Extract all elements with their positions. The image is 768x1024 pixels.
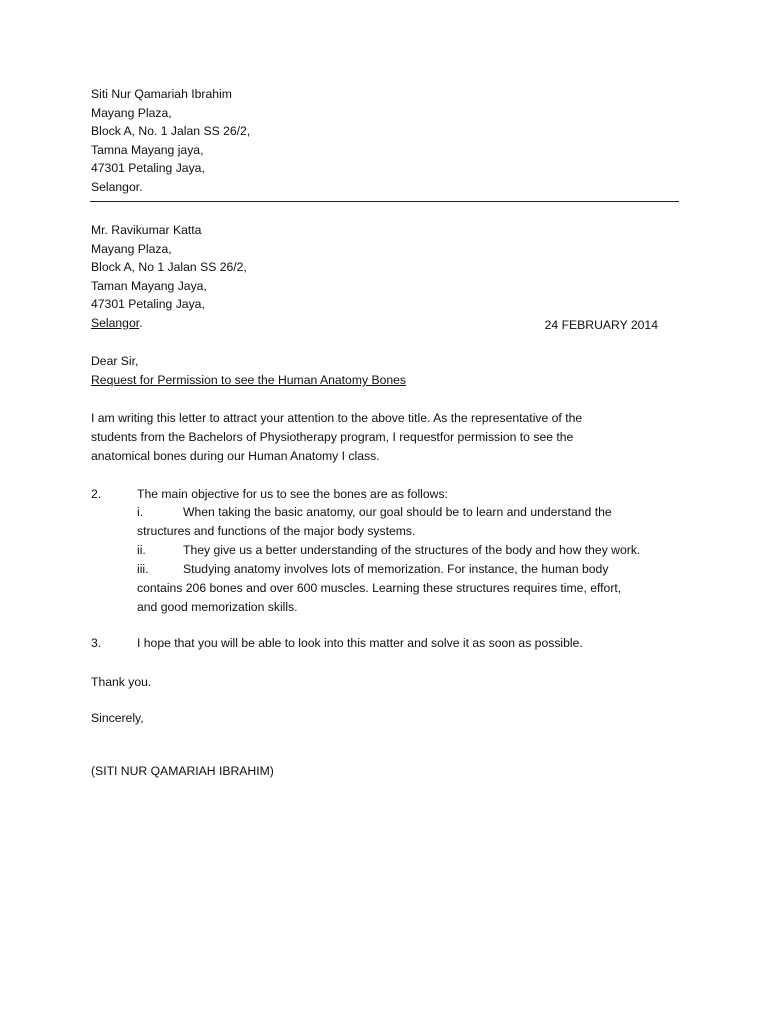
intro-line: anatomical bones during our Human Anatomy I class.	[91, 449, 380, 463]
sub-item-text: They give us a better understanding of the structures of the body and how they work.	[183, 543, 641, 557]
sender-address-line: Tamna Mayang jaya,	[91, 142, 204, 157]
intro-paragraph	[91, 409, 651, 466]
recipient-name: Mr. Ravikumar Katta	[91, 223, 202, 237]
recipient-state-punct: .	[139, 315, 143, 330]
sender-address	[91, 85, 250, 196]
sub-item-numeral: i.	[137, 505, 144, 519]
intro-line: I am writing this letter to attract your attention to the above title. As the representative of the	[91, 411, 583, 425]
point-3-number: 3.	[91, 636, 102, 650]
signature-name: (SITI NUR QAMARIAH IBRAHIM)	[91, 764, 274, 778]
separator-rule	[90, 201, 679, 202]
sub-item-text: When taking the basic anatomy, our goal should be to learn and understand the	[183, 505, 612, 519]
recipient-address-line: Block A, No 1 Jalan SS 26/2,	[91, 260, 247, 274]
sub-item-numeral: ii.	[137, 543, 146, 557]
letter-date: 24 FEBRUARY 2014	[544, 318, 658, 332]
sub-item-continuation: structures and functions of the major body systems.	[137, 524, 416, 538]
closing-line: Sincerely,	[91, 711, 144, 725]
salutation: Dear Sir,	[91, 354, 139, 368]
recipient-address-line: Mayang Plaza,	[91, 241, 172, 256]
thanks-line: Thank you.	[91, 675, 152, 689]
recipient-state-line	[91, 314, 247, 333]
sender-address-line: 47301 Petaling Jaya,	[91, 161, 205, 175]
recipient-state: Selangor	[91, 315, 140, 330]
intro-line: students from the Bachelors of Physiotherapy program, I requestfor permission to see the	[91, 430, 574, 444]
sub-item-continuation: and good memorization skills.	[137, 600, 298, 614]
sub-item-numeral: iii.	[137, 562, 149, 576]
point-2-text: The main objective for us to see the bones are as follows:	[137, 487, 448, 501]
sender-name: Siti Nur Qamariah Ibrahim	[91, 87, 232, 101]
point-2-number: 2.	[91, 487, 102, 501]
sender-address-line: Selangor.	[91, 179, 143, 194]
recipient-address	[91, 221, 247, 332]
recipient-address-line: 47301 Petaling Jaya,	[91, 297, 205, 311]
recipient-address-line: Taman Mayang Jaya,	[91, 278, 207, 293]
sender-address-line: Mayang Plaza,	[91, 105, 172, 120]
sender-address-line: Block A, No. 1 Jalan SS 26/2,	[91, 124, 251, 138]
sub-item-continuation: contains 206 bones and over 600 muscles. Learning these structures requires time, effort,	[137, 581, 622, 595]
sub-item-text: Studying anatomy involves lots of memorization. For instance, the human body	[183, 562, 609, 576]
point-3-text: I hope that you will be able to look into this matter and solve it as soon as possible.	[137, 636, 583, 650]
subject-line: Request for Permission to see the Human Anatomy Bones	[91, 373, 407, 387]
